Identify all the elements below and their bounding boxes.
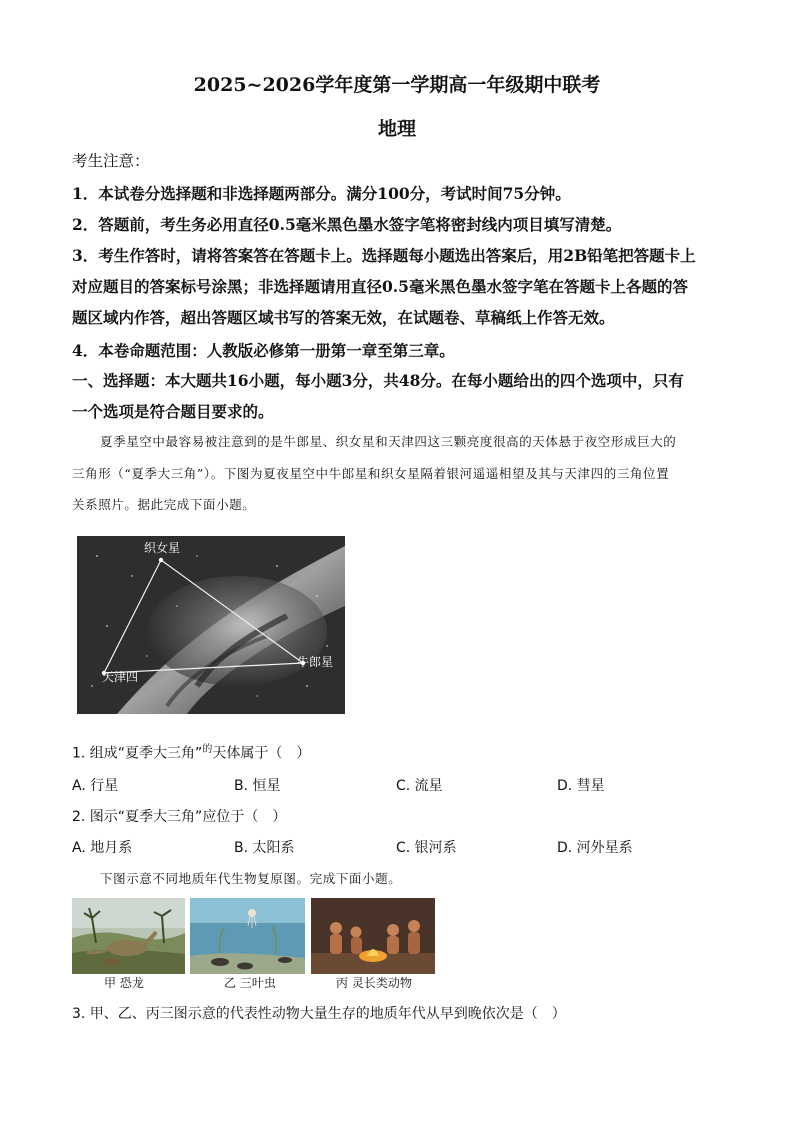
trilobite-image	[190, 898, 305, 974]
question-2-option-c[interactable]: C. 银河系	[396, 840, 457, 856]
notice-item-1: 1．本试卷分选择题和非选择题两部分。满分100分，考试时间75分钟。	[72, 184, 571, 203]
question-1-stem-part-b: 天体属于（ ）	[212, 745, 311, 762]
caption-trilobite: 乙 三叶虫	[224, 976, 276, 990]
notice-item-2: 2．答题前，考生务必用直径0.5毫米黑色墨水签字笔将密封线内项目填写清楚。	[72, 215, 622, 234]
question-2-option-d[interactable]: D. 河外星系	[557, 840, 633, 856]
subject-title: 地理	[377, 118, 416, 140]
dinosaur-image	[72, 898, 185, 974]
passage-2: 下图示意不同地质年代生物复原图。完成下面小题。	[100, 871, 402, 886]
question-1-option-b[interactable]: B. 恒星	[234, 778, 281, 794]
question-1-stem-sup: 的	[202, 744, 213, 755]
question-1-option-a[interactable]: A. 行星	[72, 778, 119, 794]
passage-1-line-1: 夏季星空中最容易被注意到的是牛郎星、织女星和天津四这三颗亮度很高的天体悬于夜空形成巨大的	[100, 434, 677, 449]
notice-heading: 考生注意：	[72, 152, 150, 170]
passage-1-line-2: 三角形（“夏季大三角”）。下图为夏夜星空中牛郎星和织女星隔着银河遥遥相望及其与天津四的三角位置	[72, 466, 670, 481]
question-2-option-b[interactable]: B. 太阳系	[234, 840, 295, 856]
passage-1-line-3: 关系照片。据此完成下面小题。	[72, 497, 256, 512]
notice-item-3-cont-b: 题区域内作答，超出答题区域书写的答案无效，在试题卷、草稿纸上作答无效。	[72, 308, 615, 327]
question-1-stem-part-a: 1. 组成“夏季大三角”	[72, 745, 203, 762]
vega-label: 织女星	[144, 541, 181, 555]
notice-item-3-cont-a: 对应题目的答案标号涂黑；非选择题请用直径0.5毫米黑色墨水签字笔在答题卡上各题的答	[72, 277, 688, 296]
deneb-label: 天津四	[102, 670, 139, 684]
exam-title: 2025~2026学年度第一学期高一年级期中联考	[193, 74, 601, 96]
primate-image	[311, 898, 435, 974]
question-1-option-d[interactable]: D. 彗星	[557, 778, 605, 794]
question-2-option-a[interactable]: A. 地月系	[72, 840, 133, 856]
caption-primate: 丙 灵长类动物	[336, 976, 412, 990]
altair-label: 牛郎星	[297, 655, 334, 669]
summer-triangle-photo	[77, 536, 345, 714]
caption-dinosaur: 甲 恐龙	[104, 976, 144, 990]
notice-item-3: 3．考生作答时，请将答案答在答题卡上。选择题每小题选出答案后，用2B铅笔把答题卡上	[72, 246, 696, 265]
question-2-stem: 2. 图示“夏季大三角”应位于（ ）	[72, 809, 287, 825]
question-3-stem: 3. 甲、乙、丙三图示意的代表性动物大量生存的地质年代从早到晚依次是（ ）	[72, 1006, 566, 1022]
section-heading-line-2: 一个选项是符合题目要求的。	[72, 402, 274, 421]
section-heading-line-1: 一、选择题：本大题共16小题，每小题3分，共48分。在每小题给出的四个选项中，只有	[72, 371, 684, 390]
question-1-stem	[72, 740, 310, 763]
notice-item-4: 4．本卷命题范围：人教版必修第一册第一章至第三章。	[72, 341, 455, 360]
question-1-option-c[interactable]: C. 流星	[396, 778, 443, 794]
